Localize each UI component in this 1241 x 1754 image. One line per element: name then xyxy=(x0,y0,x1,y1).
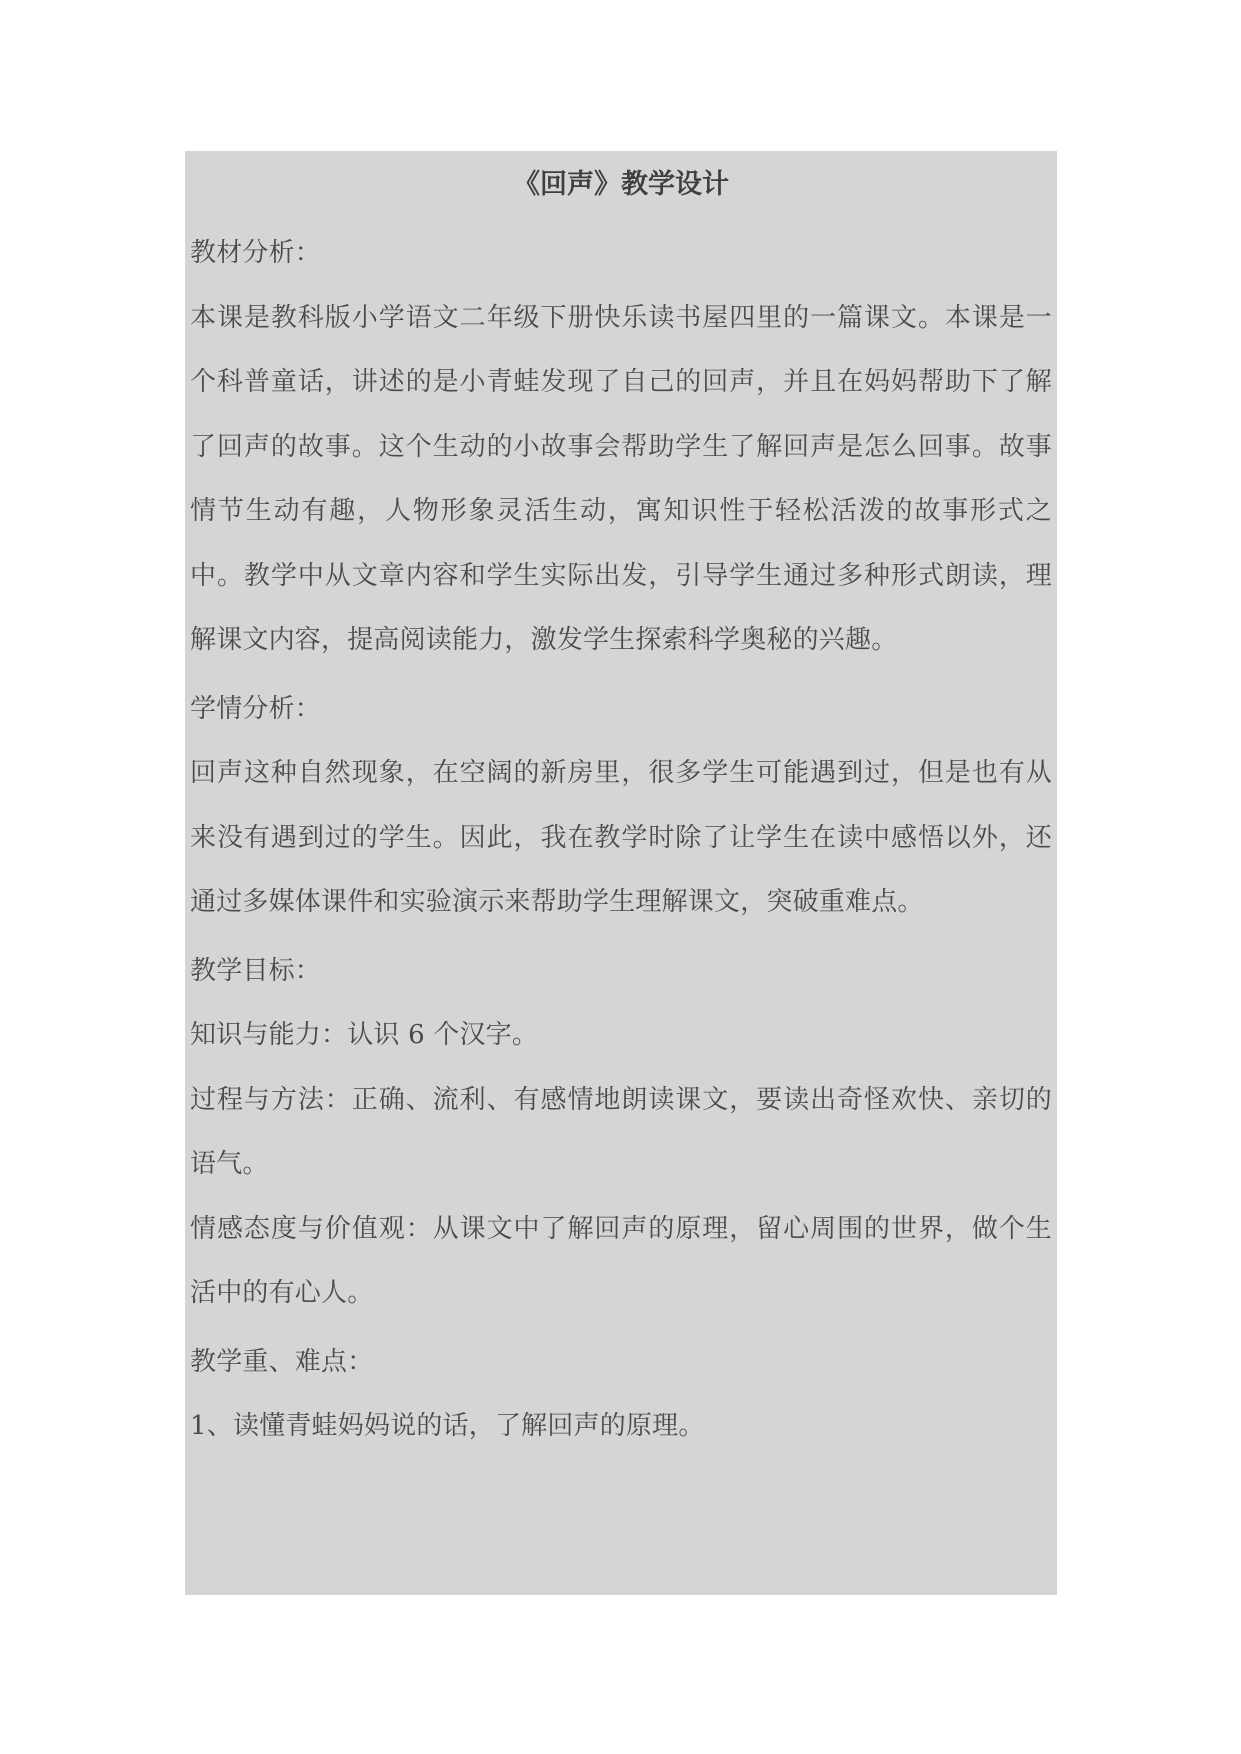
material-analysis-paragraph: 本课是教科版小学语文二年级下册快乐读书屋四里的一篇课文。本课是一个科普童话，讲述的是小青蛙发现了自己的回声，并且在妈妈帮助下了解了回声的故事。这个生动的小故事会帮助学生了解回声是怎么回事。故事情节生动有趣，人物形象灵活生动，寓知识性于轻松活泼的故事形式之中。教学中从文章内容和学生实际出发，引导学生通过多种形式朗读，理解课文内容，提高阅读能力，激发学生探索科学奥秘的兴趣。 xyxy=(190,302,1052,655)
section-heading-keypoints: 教学重、难点： xyxy=(190,1346,374,1377)
section-heading-material: 教材分析： xyxy=(190,238,322,268)
goal-knowledge: 知识与能力：认识 6 个汉字。 xyxy=(190,1020,539,1050)
keypoint-item: 1、读懂青蛙妈妈说的话，了解回声的原理。 xyxy=(190,1411,705,1441)
goal-emotion: 情感态度与价值观：从课文中了解回声的原理，留心周围的世界，做个生活中的有心人。 xyxy=(190,1213,1052,1308)
document-title: 《回声》教学设计 xyxy=(513,169,729,200)
goal-process: 过程与方法：正确、流利、有感情地朗读课文，要读出奇怪欢快、亲切的语气。 xyxy=(190,1084,1052,1179)
document-content xyxy=(190,151,1052,1459)
section-heading-goals: 教学目标： xyxy=(190,955,322,986)
student-analysis-paragraph: 回声这种自然现象，在空阔的新房里，很多学生可能遇到过，但是也有从来没有遇到过的学生。因此，我在教学时除了让学生在读中感悟以外，还通过多媒体课件和实验演示来帮助学生理解课文，突破重难点。 xyxy=(190,758,1052,917)
section-heading-students: 学情分析： xyxy=(190,693,322,724)
